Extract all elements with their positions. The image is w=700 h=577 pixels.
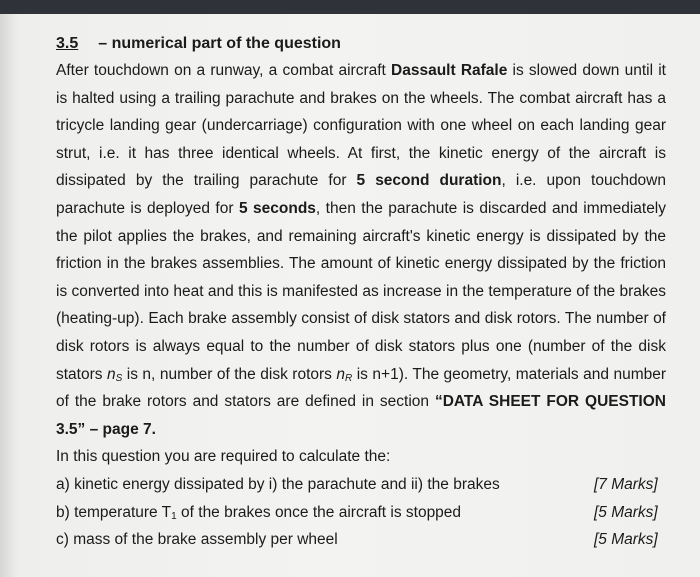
question-text: c) mass of the brake assembly per wheel xyxy=(56,531,338,549)
text-run: , then the parachute is discarded and immediately the pilot applies the brakes, and remaining aircraft's kinetic energy is dissipated by the friction in the brakes assemblies. The amount of kinetic energy dissipated by the friction is converted into heat and this is manifested as increase in the temperature of the brakes (heating-up). Each brake assembly consist of disk stators and disk rotors. The number of disk rotors is always equal to the number of disk stators plus one (number of the disk stators xyxy=(56,199,667,383)
question-item xyxy=(56,499,666,527)
section-number: 3.5 xyxy=(56,35,79,52)
aircraft-name: Dassault Rafale xyxy=(391,62,508,79)
document-page xyxy=(0,14,700,577)
rotor-symbol: n xyxy=(336,365,346,383)
rotor-subscript: R xyxy=(345,372,353,384)
page-shadow xyxy=(0,14,18,577)
text-run: , i.e. upon touchdown parachute is deployed for xyxy=(56,172,666,217)
question-content xyxy=(56,33,666,554)
text-run: is n+1). The geometry, materials and number of the brake rotors and stators are defined in section xyxy=(56,365,667,411)
text-run: of the brakes once the aircraft is stopped xyxy=(176,503,462,521)
problem-paragraph xyxy=(56,57,666,443)
data-sheet-reference: “DATA SHEET FOR QUESTION 3.5” – page 7. xyxy=(56,393,666,438)
question-marks: [7 Marks] xyxy=(594,475,658,493)
question-marks: [5 Marks] xyxy=(594,531,658,549)
parachute-duration-seconds: 5 seconds xyxy=(238,199,316,217)
questions-intro: In this question you are required to calculate the: xyxy=(56,448,391,466)
parachute-duration: 5 second duration xyxy=(356,172,502,190)
section-heading xyxy=(56,33,666,55)
question-text: a) kinetic energy dissipated by i) the parachute and ii) the brakes xyxy=(56,475,500,493)
stator-symbol: n xyxy=(107,365,116,383)
question-text xyxy=(56,499,461,527)
question-item xyxy=(56,526,666,554)
question-item xyxy=(56,471,666,499)
question-marks: [5 Marks] xyxy=(594,503,658,521)
stator-subscript: S xyxy=(115,372,123,384)
text-run: is slowed down until it is halted using a trailing parachute and brakes on the wheels. The combat aircraft has a tricycle landing gear (undercarriage) configuration with one wheel on each landing gear strut, i.e. it has three identical wheels. At first, the kinetic energy of the aircraft is dissipated by the trailing parachute for xyxy=(56,62,666,190)
text-run: After touchdown on a runway, a combat aircraft xyxy=(56,62,392,79)
text-run: b) temperature T xyxy=(56,503,172,521)
temperature-subscript: 1 xyxy=(171,510,177,522)
text-run: is n, number of the disk rotors xyxy=(122,365,337,383)
questions-list xyxy=(56,471,666,554)
section-title: – numerical part of the question xyxy=(98,35,341,52)
